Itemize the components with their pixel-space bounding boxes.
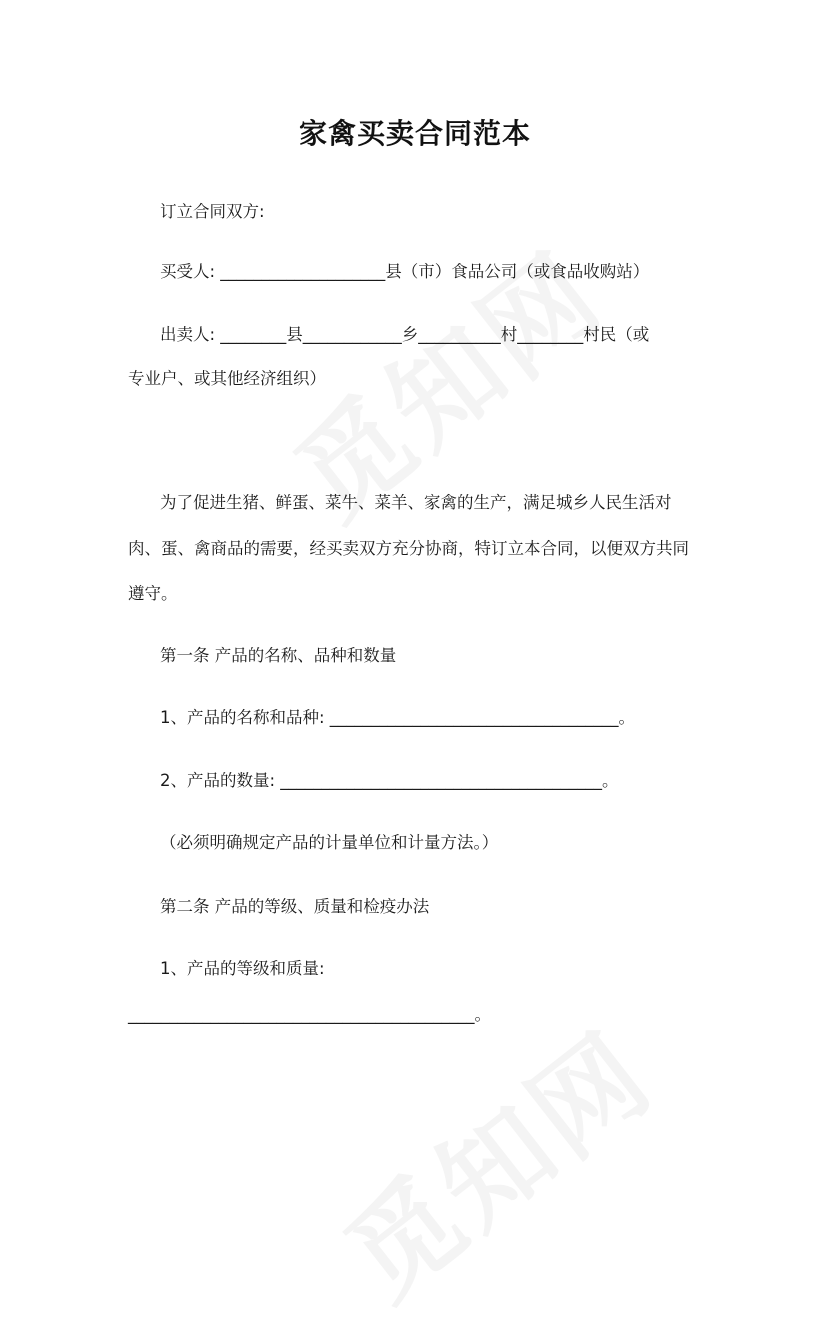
paragraph-seller: 出卖人: ________县____________乡__________村________村民（或: [160, 325, 650, 344]
paragraph-intro-3: 遵守。: [128, 584, 178, 603]
paragraph-seller-cont: 专业户、或其他经济组织）: [128, 369, 326, 388]
article-2-item-1-blank: __________________________________________。: [128, 1005, 491, 1024]
paragraph-buyer: 买受人: ____________________县（市）食品公司（或食品收购站）: [160, 262, 650, 281]
article-1-note: （必须明确规定产品的计量单位和计量方法。）: [160, 833, 499, 852]
article-2-item-1: 1、产品的等级和质量:: [160, 959, 325, 978]
watermark-bottom: [308, 990, 680, 1328]
paragraph-intro-1: 为了促进生猪、鲜蛋、菜牛、菜羊、家禽的生产，满足城乡人民生活对: [160, 493, 672, 512]
article-1-heading: 第一条 产品的名称、品种和数量: [160, 646, 397, 665]
article-2-heading: 第二条 产品的等级、质量和检疫办法: [160, 897, 430, 916]
paragraph-intro-2: 肉、蛋、禽商品的需要，经买卖双方充分协商，特订立本合同，以便双方共同: [128, 539, 689, 558]
article-1-item-2: 2、产品的数量: _______________________________________。: [160, 771, 619, 790]
paragraph-parties: 订立合同双方:: [160, 202, 265, 221]
article-1-item-1: 1、产品的名称和品种: ___________________________________。: [160, 708, 636, 727]
document-title: 家禽买卖合同范本: [298, 117, 531, 150]
